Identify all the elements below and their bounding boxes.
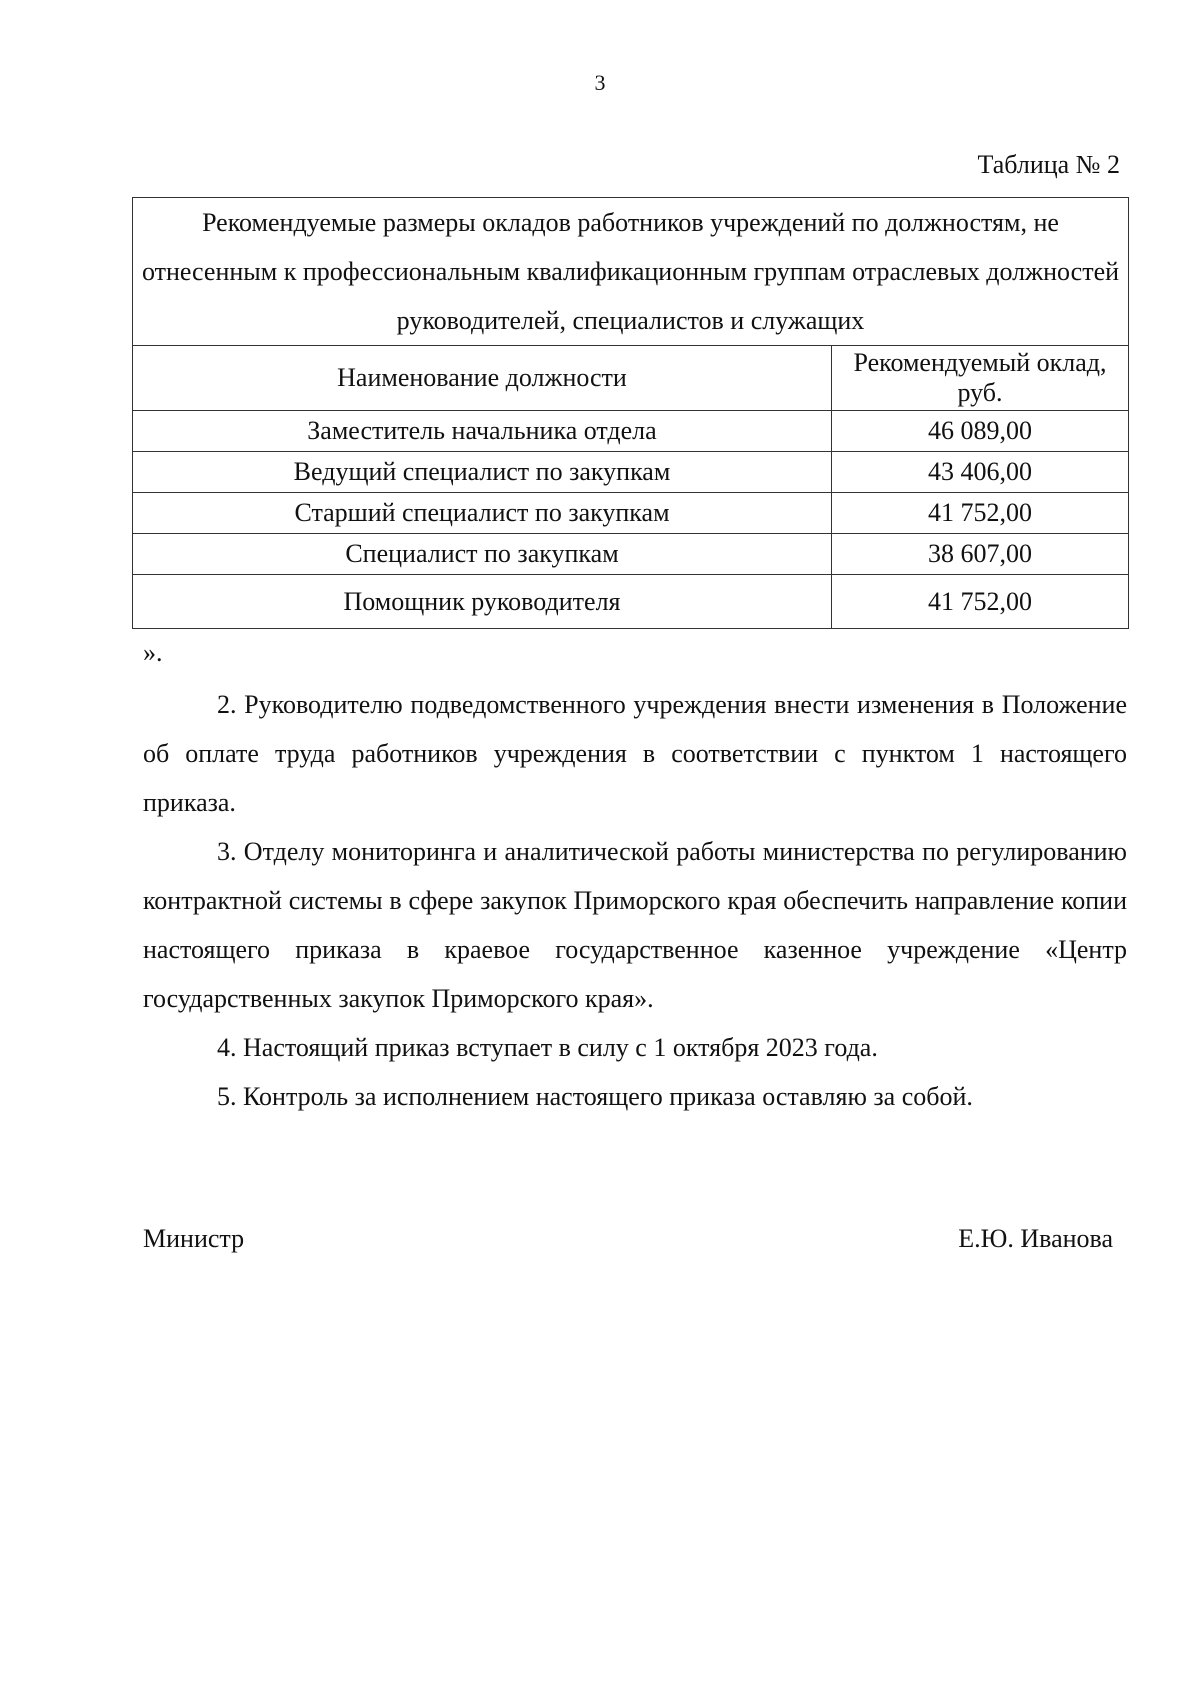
table-row bbox=[133, 493, 1129, 534]
position-cell: Старший специалист по закупкам bbox=[133, 493, 832, 534]
table-row bbox=[133, 575, 1129, 629]
page-number: 3 bbox=[594, 70, 606, 95]
paragraph-2: 2. Руководителю подведомственного учреждения внести изменения в Положение об оплате труда работников учреждения в соответствии с пунктом 1 настоящего приказа. bbox=[143, 690, 1127, 817]
salary-cell: 41 752,00 bbox=[832, 575, 1129, 629]
position-cell: Помощник руководителя bbox=[133, 575, 832, 629]
table-row bbox=[133, 534, 1129, 575]
salary-cell: 38 607,00 bbox=[832, 534, 1129, 575]
column-header-salary: Рекомендуемый оклад, руб. bbox=[832, 346, 1129, 411]
salary-table bbox=[132, 197, 1129, 629]
signer-name: Е.Ю. Иванова bbox=[958, 1224, 1113, 1253]
position-cell: Специалист по закупкам bbox=[133, 534, 832, 575]
paragraph-5: 5. Контроль за исполнением настоящего приказа оставляю за собой. bbox=[217, 1082, 973, 1111]
salary-cell: 43 406,00 bbox=[832, 452, 1129, 493]
column-header-position: Наименование должности bbox=[133, 346, 832, 411]
signature-block bbox=[143, 1224, 1113, 1254]
order-body bbox=[143, 680, 1127, 1121]
position-cell: Ведущий специалист по закупкам bbox=[133, 452, 832, 493]
table-row bbox=[133, 452, 1129, 493]
table-row bbox=[133, 411, 1129, 452]
paragraph-3: 3. Отделу мониторинга и аналитической работы министерства по регулированию контрактной системы в сфере закупок Приморского края обеспечить направление копии настоящего приказа в краевое государственное казенное учреждение «Центр государственных закупок Приморского края». bbox=[143, 837, 1127, 1013]
position-cell: Заместитель начальника отдела bbox=[133, 411, 832, 452]
table-caption: Таблица № 2 bbox=[977, 150, 1120, 179]
table-title: Рекомендуемые размеры окладов работников учреждений по должностям, не отнесенным к профессиональным квалификационным группам отраслевых должностей руководителей, специалистов и служащих bbox=[133, 198, 1129, 346]
salary-cell: 41 752,00 bbox=[832, 493, 1129, 534]
signer-title: Министр bbox=[143, 1224, 245, 1253]
paragraph-4: 4. Настоящий приказ вступает в силу с 1 октября 2023 года. bbox=[217, 1033, 878, 1062]
closing-quote: ». bbox=[143, 638, 163, 667]
salary-cell: 46 089,00 bbox=[832, 411, 1129, 452]
